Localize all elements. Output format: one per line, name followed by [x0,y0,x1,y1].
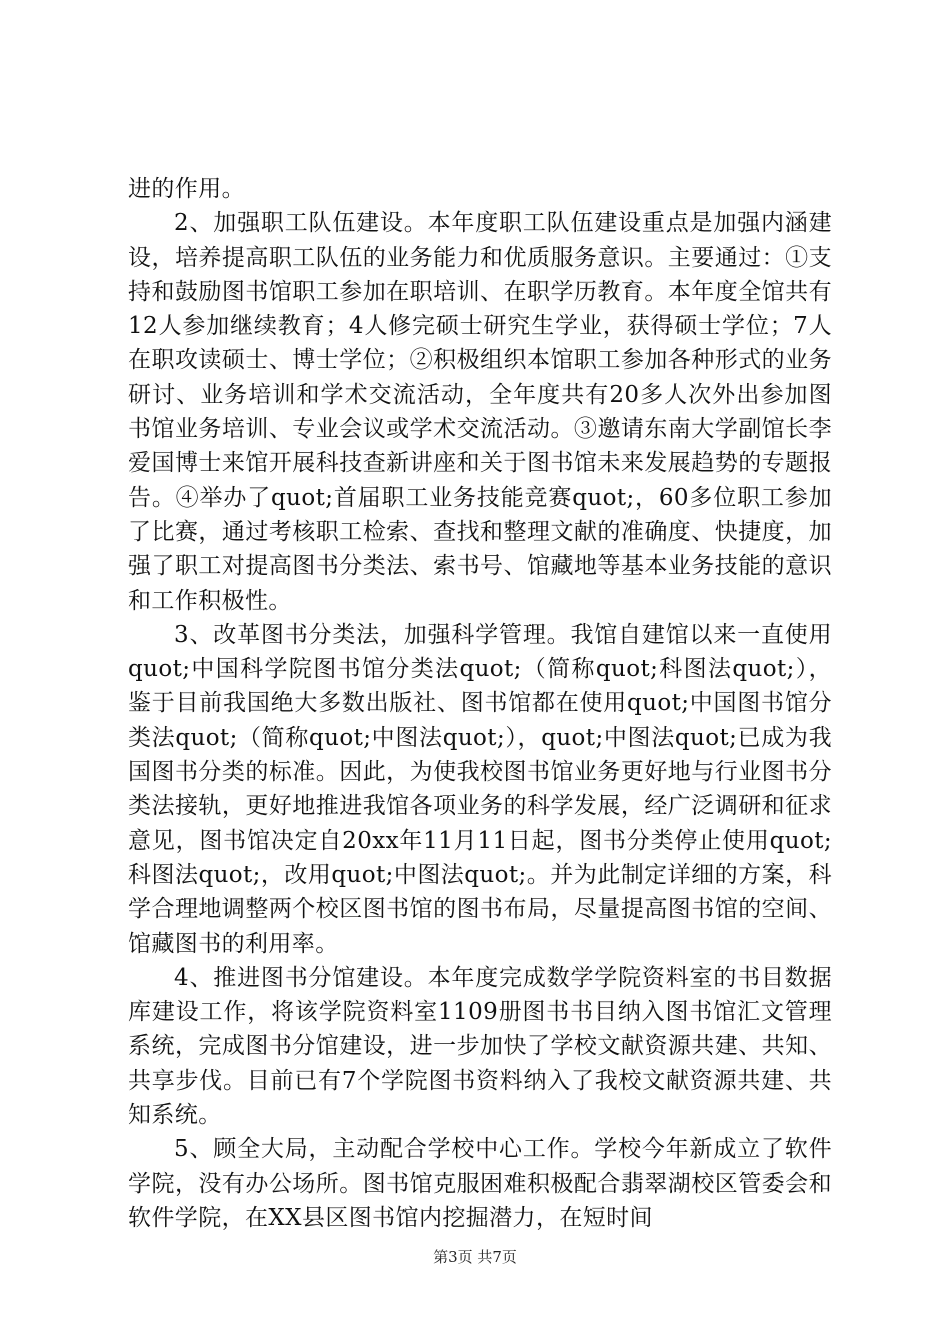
paragraph-branch-library: 4、推进图书分馆建设。本年度完成数学学院资料室的书目数据库建设工作，将该学院资料室1109册图书书目纳入图书馆汇文管理系统，完成图书分馆建设，进一步加快了学校文献资源共建、共知、共享步伐。目前已有7个学院图书资料纳入了我校文献资源共建、共知系统。 [128,964,832,1129]
body-text [128,172,832,1235]
paragraph-support-school: 5、顾全大局，主动配合学校中心工作。学校今年新成立了软件学院，没有办公场所。图书馆克服困难积极配合翡翠湖校区管委会和软件学院，在XX县区图书馆内挖掘潜力，在短时间 [128,1136,832,1231]
paragraph-continuation: 进的作用。 [128,176,245,202]
page-number-footer: 第3页 共7页 [433,1248,517,1266]
paragraph-classification-reform: 3、改革图书分类法，加强科学管理。我馆自建馆以来一直使用quot;中国科学院图书馆分类法quot;（简称quot;科图法quot;），鉴于目前我国绝大多数出版社、图书馆都在使用quot;中国图书馆分类法quot;（简称quot;中图法quot;），quot;中图法quot;已成为我国图书分类的标准。因此，为使我校图书馆业务更好地与行业图书分类法接轨，更好地推进我馆各项业务的科学发展，经广泛调研和征求意见，图书馆决定自20xx年11月11日起，图书分类停止使用quot;科图法quot;，改用quot;中图法quot;。并为此制定详细的方案，科学合理地调整两个校区图书馆的图书布局，尽量提高图书馆的空间、馆藏图书的利用率。 [128,621,832,957]
paragraph-staff-building: 2、加强职工队伍建设。本年度职工队伍建设重点是加强内涵建设，培养提高职工队伍的业务能力和优质服务意识。主要通过：①支持和鼓励图书馆职工参加在职培训、在职学历教育。本年度全馆共有12人参加继续教育；4人修完硕士研究生学业，获得硕士学位；7人在职攻读硕士、博士学位；②积极组织本馆职工参加各种形式的业务研讨、业务培训和学术交流活动，全年度共有20多人次外出参加图书馆业务培训、专业会议或学术交流活动。③邀请东南大学副馆长李爱国博士来馆开展科技查新讲座和关于图书馆未来发展趋势的专题报告。④举办了quot;首届职工业务技能竞赛quot;，60多位职工参加了比赛，通过考核职工检索、查找和整理文献的准确度、快捷度，加强了职工对提高图书分类法、索书号、馆藏地等基本业务技能的意识和工作积极性。 [128,210,832,614]
